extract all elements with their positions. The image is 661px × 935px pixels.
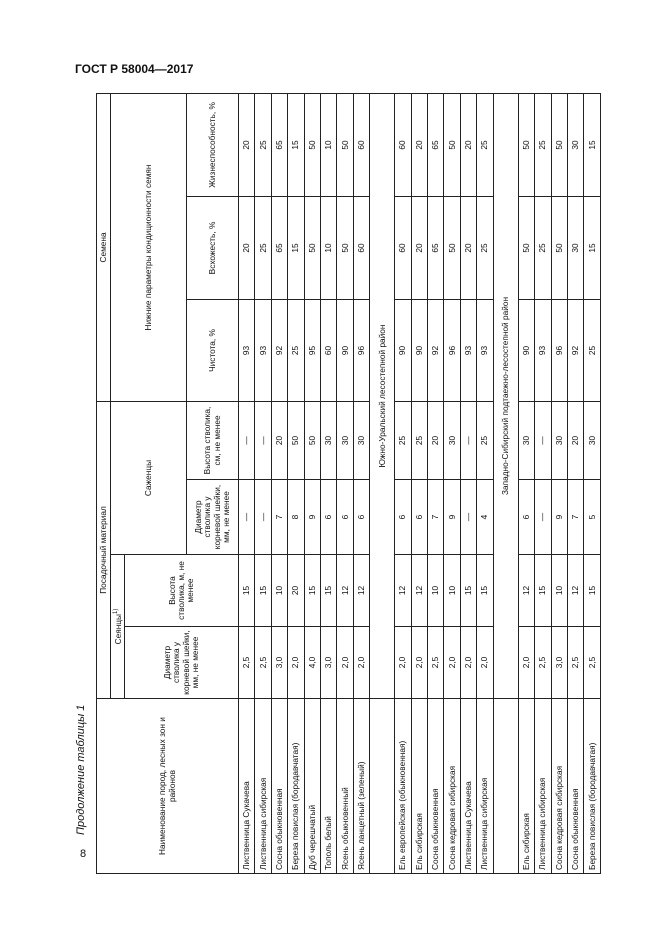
species-name-cell: Сосна обыкновенная [567,699,583,874]
value-cell: 15 [460,555,476,627]
value-cell: 50 [304,401,320,479]
value-cell: 2,5 [255,627,271,699]
value-cell: 50 [304,93,320,196]
value-cell: 20 [239,196,255,299]
value-cell: 65 [271,93,287,196]
value-cell: 2,0 [477,627,493,699]
value-cell: 12 [353,555,369,627]
species-name-cell: Ель сибирская [518,699,534,874]
value-cell: 25 [411,401,427,479]
value-cell: 65 [428,93,444,196]
species-name-cell: Дуб черешчатый [304,699,320,874]
value-cell: 15 [321,555,337,627]
value-cell: 15 [584,93,601,196]
species-name-cell: Ясень ланцетный (зеленый) [353,699,369,874]
value-cell: 2,5 [428,627,444,699]
value-cell: — [460,401,476,479]
value-cell: 12 [567,555,583,627]
value-cell: 90 [411,299,427,401]
value-cell: — [239,480,255,555]
value-cell: 50 [551,196,567,299]
value-cell: 2,5 [239,627,255,699]
viability-header: Жизнеспособность, % [187,93,239,196]
zone-row [370,93,395,873]
value-cell: 30 [518,401,534,479]
value-cell: 5 [584,480,601,555]
value-cell: 60 [321,299,337,401]
species-name-cell: Сосна кедровая сибирская [444,699,460,874]
value-cell: 6 [353,480,369,555]
value-cell: 96 [444,299,460,401]
species-name-cell: Береза повислая (бородавчатая) [584,699,601,874]
value-cell: 30 [353,401,369,479]
table-row [535,93,551,873]
value-cell: 20 [271,401,287,479]
value-cell: — [535,480,551,555]
table-caption: Продолжение таблицы 1 [75,704,87,835]
value-cell: 30 [567,93,583,196]
table-row [255,93,271,873]
value-cell: 30 [584,401,601,479]
value-cell: 93 [239,299,255,401]
species-name-cell: Лиственница сибирская [255,699,271,874]
table-row [304,93,320,873]
value-cell: 15 [288,93,304,196]
seed-quality-header: Нижние параметры кондиционности семян [111,93,187,401]
value-cell: 25 [288,299,304,401]
table-body [239,93,601,873]
value-cell: 90 [395,299,411,401]
value-cell: 6 [411,480,427,555]
value-cell: 2,5 [535,627,551,699]
table-row [477,93,493,873]
species-name-cell: Береза повислая (бородавчатая) [288,699,304,874]
value-cell: 25 [477,93,493,196]
seedlings-header [111,555,125,699]
species-name-cell: Ель сибирская [411,699,427,874]
value-cell: 50 [337,93,353,196]
value-cell: 15 [584,196,601,299]
value-cell: 7 [271,480,287,555]
value-cell: 65 [271,196,287,299]
table-row [444,93,460,873]
germination-header: Всхожесть, % [187,196,239,299]
value-cell: 92 [428,299,444,401]
value-cell: 9 [551,480,567,555]
value-cell: 2,5 [567,627,583,699]
value-cell: 3,0 [271,627,287,699]
value-cell: 50 [551,93,567,196]
table-row [271,93,287,873]
value-cell: 15 [288,196,304,299]
value-cell: 15 [477,555,493,627]
value-cell: 9 [304,480,320,555]
value-cell: 25 [535,93,551,196]
zone-row [493,93,518,873]
planting-material-header: Посадочный материал [97,401,111,698]
value-cell: 25 [395,401,411,479]
table-row [288,93,304,873]
species-name-cell: Лиственница сибирская [477,699,493,874]
table-row [460,93,476,873]
table-row [353,93,369,873]
value-cell: 50 [518,93,534,196]
value-cell: 20 [411,93,427,196]
value-cell: 10 [551,555,567,627]
value-cell: 30 [321,401,337,479]
value-cell: 3,0 [321,627,337,699]
zone-title: Западно-Сибирский подтаежно-лесостепной район [493,93,518,698]
table-row [428,93,444,873]
value-cell: 60 [353,93,369,196]
value-cell: 15 [584,555,601,627]
value-cell: 12 [411,555,427,627]
value-cell: 15 [239,555,255,627]
value-cell: 7 [567,480,583,555]
value-cell: 7 [428,480,444,555]
sapling-height-header: Высота стволика, см, не менее [187,401,239,479]
rotated-table-container [96,94,601,874]
table-row [567,93,583,873]
value-cell: 20 [567,401,583,479]
value-cell: 15 [304,555,320,627]
value-cell: 6 [395,480,411,555]
species-name-cell: Тополь белый [321,699,337,874]
value-cell: 2,0 [288,627,304,699]
species-name-cell: Ясень обыкновенный [337,699,353,874]
value-cell: — [255,401,271,479]
species-name-cell: Лиственница Сукачева [460,699,476,874]
zone-spacer [493,699,518,874]
value-cell: 60 [395,93,411,196]
value-cell: 12 [337,555,353,627]
seedling-height-header: Высота стволика, м, не менее [125,555,239,627]
value-cell: 6 [337,480,353,555]
table-row [321,93,337,873]
value-cell: 25 [255,93,271,196]
value-cell: 65 [428,196,444,299]
value-cell: 50 [518,196,534,299]
value-cell: 25 [477,196,493,299]
value-cell: 20 [239,93,255,196]
seedling-diameter-header: Диаметр стволика у корневой шейки, мм, не менее [125,627,239,699]
sapling-diameter-header: Диаметр стволика у корневой шейки, мм, не менее [187,480,239,555]
value-cell: 10 [444,555,460,627]
table-row [411,93,427,873]
value-cell: 93 [255,299,271,401]
value-cell: 2,0 [337,627,353,699]
value-cell: 12 [518,555,534,627]
value-cell: — [535,401,551,479]
seeds-header: Семена [97,93,111,401]
value-cell: 2,0 [411,627,427,699]
value-cell: 25 [477,401,493,479]
value-cell: 50 [444,196,460,299]
species-name-cell: Сосна кедровая сибирская [551,699,567,874]
value-cell: 8 [288,480,304,555]
value-cell: 12 [395,555,411,627]
value-cell: — [239,401,255,479]
value-cell: 92 [567,299,583,401]
value-cell: 90 [337,299,353,401]
value-cell: 95 [304,299,320,401]
value-cell: 92 [271,299,287,401]
value-cell: 25 [255,196,271,299]
species-name-cell: Сосна обыкновенная [428,699,444,874]
value-cell: 20 [288,555,304,627]
value-cell: 4 [477,480,493,555]
value-cell: 10 [321,196,337,299]
page-number: 8 [80,848,87,860]
value-cell: 93 [460,299,476,401]
value-cell: 30 [551,401,567,479]
value-cell: 30 [337,401,353,479]
value-cell: 15 [255,555,271,627]
table-row [518,93,534,873]
value-cell: 25 [584,299,601,401]
value-cell: 6 [321,480,337,555]
purity-header: Чистота, % [187,299,239,401]
seed-standards-table [96,93,601,874]
value-cell: 25 [535,196,551,299]
value-cell: 9 [444,480,460,555]
value-cell: 2,0 [353,627,369,699]
value-cell: 20 [411,196,427,299]
value-cell: 50 [288,401,304,479]
value-cell: 96 [353,299,369,401]
value-cell: 93 [477,299,493,401]
value-cell: 60 [395,196,411,299]
value-cell: 20 [460,196,476,299]
zone-spacer [370,699,395,874]
value-cell: 2,0 [395,627,411,699]
value-cell: 50 [444,93,460,196]
value-cell: 2,0 [460,627,476,699]
value-cell: 20 [428,401,444,479]
table-row [337,93,353,873]
table-row [395,93,411,873]
species-name-cell: Сосна обыкновенная [271,699,287,874]
value-cell: 93 [535,299,551,401]
zone-title: Южно-Уральский лесостепной район [370,93,395,698]
value-cell: 4,0 [304,627,320,699]
value-cell: 50 [304,196,320,299]
value-cell: 10 [271,555,287,627]
value-cell: 60 [353,196,369,299]
value-cell: 20 [460,93,476,196]
species-name-cell: Лиственница Сукачева [239,699,255,874]
seedlings-label: Сеянцы [112,613,123,645]
value-cell: 3,0 [551,627,567,699]
value-cell: 30 [567,196,583,299]
value-cell: 90 [518,299,534,401]
value-cell: — [255,480,271,555]
value-cell: — [460,480,476,555]
value-cell: 10 [321,93,337,196]
species-name-cell: Лиственница сибирская [535,699,551,874]
document-id: ГОСТ Р 58004—2017 [75,62,194,76]
value-cell: 50 [337,196,353,299]
seedlings-footnote-mark: 1) [112,608,119,614]
value-cell: 96 [551,299,567,401]
value-cell: 2,0 [444,627,460,699]
table-row [584,93,601,873]
value-cell: 30 [444,401,460,479]
species-name-cell: Ель европейская (обыкновенная) [395,699,411,874]
value-cell: 15 [535,555,551,627]
table-row [551,93,567,873]
value-cell: 10 [428,555,444,627]
name-column-header: Наименование пород, лесных зон и районов [97,699,239,874]
value-cell: 6 [518,480,534,555]
value-cell: 2,0 [518,627,534,699]
table-row [239,93,255,873]
saplings-header: Саженцы [111,401,187,554]
value-cell: 2,5 [584,627,601,699]
